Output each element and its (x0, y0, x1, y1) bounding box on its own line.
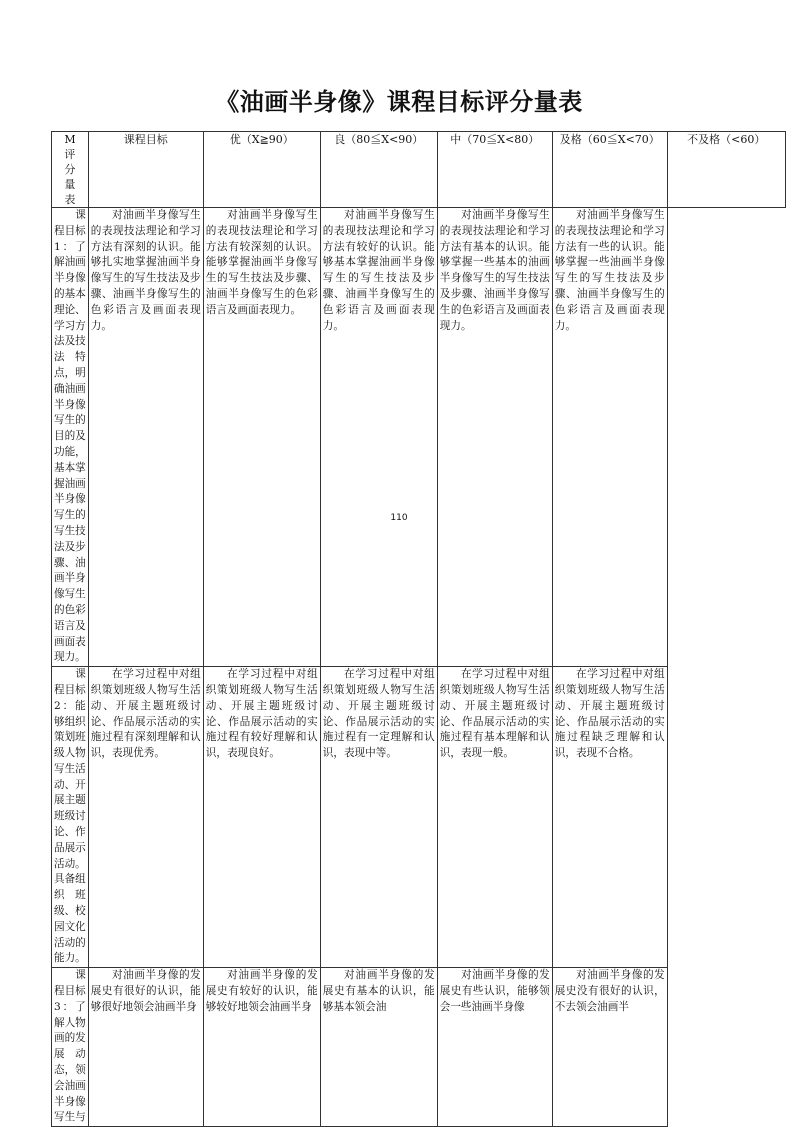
header-medium: 中（70≦X<80） (437, 132, 552, 208)
table-cell: 对油画半身像写生的表现技法理论和学习方法有深刻的认识。能够扎实地掌握油画半身像写生的写生技法及步骤、油画半身像写生的色彩语言及画面表现力。 (88, 208, 203, 667)
objective-2-cell: 课程目标2：能够组织策划班级人物写生活动、开展主题班级讨论、作品展示活动。具备组织班级、校园文化活动的能力。 (52, 667, 89, 968)
table-cell: 对油画半身像的发展史有基本的认识，能够基本领会油 (320, 968, 437, 1127)
header-pass: 及格（60≦X<70） (552, 132, 667, 208)
header-good: 良（80≦X<90） (320, 132, 437, 208)
header-excellent: 优（X≧90） (203, 132, 320, 208)
table-cell: 对油画半身像的发展史有些认识，能够领会一些油画半身像 (437, 968, 552, 1127)
objective-3-cell: 课程目标3：了解人物画的发展动态，领会油画半身像写生与 (52, 968, 89, 1127)
table-cell: 在学习过程中对组织策划班级人物写生活动、开展主题班级讨论、作品展示活动的实施过程有一定理解和认识，表现中等。 (320, 667, 437, 968)
page-title: 《油画半身像》课程目标评分量表 (215, 87, 583, 116)
page-number: 110 (390, 513, 408, 523)
table-row (52, 208, 786, 667)
table-row (52, 667, 786, 968)
table-cell: 对油画半身像写生的表现技法理论和学习方法有一些的认识。能够掌握一些油画半身像写生的写生技法及步骤、油画半身像写生的色彩语言及画面表现力。 (552, 208, 667, 667)
table-row (52, 968, 786, 1127)
table-cell: 在学习过程中对组织策划班级人物写生活动、开展主题班级讨论、作品展示活动的实施过程有深刻理解和认识，表现优秀。 (88, 667, 203, 968)
table-cell: 在学习过程中对组织策划班级人物写生活动、开展主题班级讨论、作品展示活动的实施过程有较好理解和认识，表现良好。 (203, 667, 320, 968)
header-course-objective: 课程目标 (88, 132, 203, 208)
table-cell: 对油画半身像写生的表现技法理论和学习方法有较深刻的认识。能够掌握油画半身像写生的写生技法及步骤、油画半身像写生的色彩语言及画面表现力。 (203, 208, 320, 667)
table-cell: 对油画半身像写生的表现技法理论和学习方法有基本的认识。能够掌握一些基本的油画半身像写生的写生技法及步骤、油画半身像写生的色彩语言及画面表现力。 (437, 208, 552, 667)
table-cell: 对油画半身像的发展史有很好的认识，能够很好地领会油画半身 (88, 968, 203, 1127)
table-header-row (52, 132, 786, 208)
table-cell: 在学习过程中对组织策划班级人物写生活动、开展主题班级讨论、作品展示活动的实施过程有基本理解和认识，表现一般。 (437, 667, 552, 968)
objective-1-cell: 课程目标1：了解油画半身像的基本理论、学习方法及技法特点，明确油画半身像写生的目的及功能，基本掌握油画半身像写生的写生技法及步骤、油画半身像写生的色彩语言及画面表现力。 (52, 208, 89, 667)
header-fail: 不及格（<60） (667, 132, 785, 208)
side-label-cell (52, 132, 89, 208)
table-cell: 对油画半身像写生的表现技法理论和学习方法有较好的认识。能够基本掌握油画半身像写生的写生技法及步骤、油画半身像写生的色彩语言及画面表现力。 (320, 208, 437, 667)
table-cell: 对油画半身像的发展史没有很好的认识，不去领会油画半 (552, 968, 667, 1127)
rubric-table (51, 131, 786, 1127)
table-cell: 在学习过程中对组织策划班级人物写生活动、开展主题班级讨论、作品展示活动的实施过程缺乏理解和认识，表现不合格。 (552, 667, 667, 968)
side-label: M评分量表 (64, 133, 76, 206)
table-cell: 对油画半身像的发展史有较好的认识，能够较好地领会油画半身 (203, 968, 320, 1127)
